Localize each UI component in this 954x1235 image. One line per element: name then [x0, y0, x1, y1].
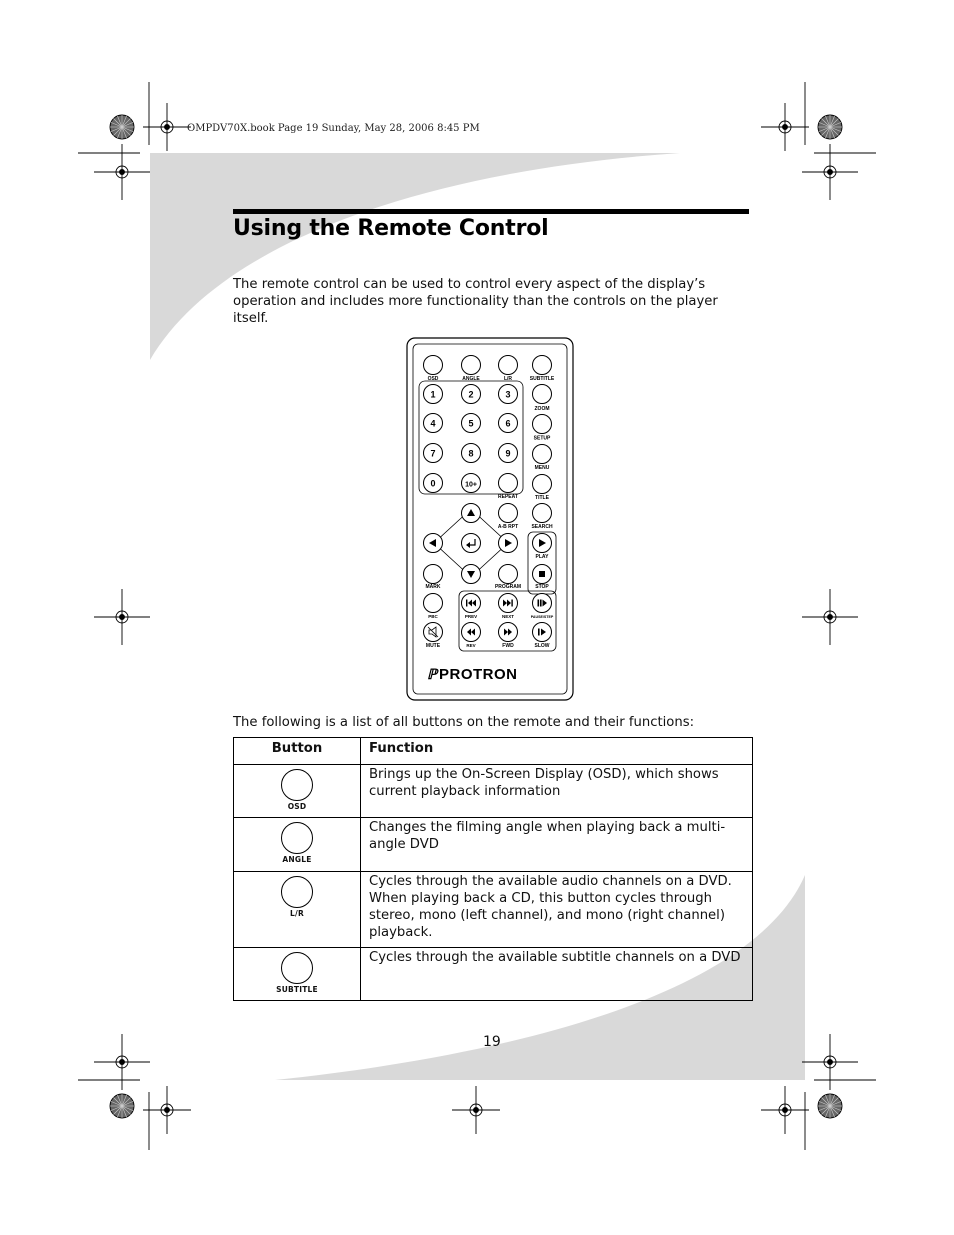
- remote-label: OSD: [427, 376, 439, 382]
- button-cell: [234, 765, 361, 818]
- remote-label: 3: [505, 389, 511, 400]
- remote-label: FWD: [502, 643, 514, 649]
- pause-step-remote-button: [533, 594, 552, 613]
- remote-label: TITLE: [535, 494, 549, 501]
- remote-label: PLAY: [535, 554, 549, 560]
- remote-label: 10+: [465, 481, 477, 489]
- button-cell: [234, 818, 361, 872]
- remote-label: 6: [505, 418, 511, 429]
- header-function: Function: [361, 738, 753, 765]
- intro-paragraph: The remote control can be used to control every aspect of the display’s operation and includes more functionality than the controls on the player itself.: [233, 277, 718, 326]
- remote-label: 8: [468, 448, 474, 459]
- remote-label: 2: [468, 389, 474, 400]
- remote-brand-logo: [427, 666, 518, 683]
- remote-label: SEARCH: [531, 524, 553, 530]
- button-function-table: [233, 737, 753, 1001]
- function-cell: Changes the filming angle when playing back a multi-angle DVD: [361, 818, 753, 872]
- remote-label: MUTE: [425, 643, 441, 649]
- remote-label: PBC: [428, 614, 438, 619]
- remote-label: 0: [430, 478, 436, 489]
- osd-remote-button: [424, 356, 443, 375]
- table-row: [234, 818, 753, 872]
- subtitle-button-icon: [276, 950, 318, 994]
- remote-label: REV: [466, 643, 476, 648]
- button-icon-label: OSD: [287, 802, 307, 811]
- remote-label: SUBTITLE: [529, 376, 555, 382]
- angle-remote-button: [462, 356, 481, 375]
- remote-control-illustration: [406, 337, 574, 701]
- button-icon-label: SUBTITLE: [276, 985, 318, 994]
- page-number: 19: [483, 1034, 501, 1050]
- remote-label: PAUSE/STEP: [530, 615, 554, 619]
- remote-label: STOP: [535, 584, 549, 590]
- remote-label: 7: [430, 448, 436, 459]
- title-rule: [233, 209, 749, 214]
- l/r-remote-button: [499, 356, 518, 375]
- page-title: Using the Remote Control: [233, 216, 549, 241]
- osd-button-icon: [281, 767, 313, 811]
- function-cell: Cycles through the available subtitle channels on a DVD: [361, 948, 753, 1001]
- remote-label: 9: [505, 448, 511, 459]
- remote-label: A-B RPT: [497, 524, 519, 530]
- search-remote-button: [533, 504, 552, 523]
- table-row: [234, 872, 753, 948]
- function-cell: Cycles through the available audio channels on a DVD. When playing back a CD, this button cycles through stereo, mono (left channel), and mono (right channel) playback.: [361, 872, 753, 948]
- remote-label: PROGRAM: [494, 584, 522, 590]
- remote-label: L/R: [503, 376, 513, 382]
- remote-glyph: [539, 571, 545, 577]
- remote-label: SLOW: [534, 643, 550, 649]
- title-remote-button: [533, 475, 552, 494]
- book-header: OMPDV70X.book Page 19 Sunday, May 28, 2006 8:45 PM: [187, 123, 480, 134]
- pbc-remote-button: [424, 594, 443, 613]
- button-list-intro: The following is a list of all buttons on the remote and their functions:: [233, 715, 695, 730]
- table-row: [234, 765, 753, 818]
- remote-label: ZOOM: [534, 406, 550, 412]
- swoosh-top-left: [150, 153, 680, 360]
- enter-button: [462, 534, 481, 553]
- button-icon-label: L/R: [290, 909, 304, 918]
- table-row: [234, 948, 753, 1001]
- button-icon-label: ANGLE: [282, 855, 312, 864]
- header-button: Button: [234, 738, 361, 765]
- remote-label: REPEAT: [498, 494, 518, 500]
- remote-label: PREV: [464, 614, 478, 619]
- remote-label: MENU: [534, 465, 550, 472]
- button-cell: [234, 872, 361, 948]
- table-header-row: [234, 738, 753, 765]
- remote-label: 4: [430, 418, 436, 429]
- program-remote-button: [499, 565, 518, 584]
- remote-label: SETUP: [533, 435, 551, 442]
- setup-remote-button: [533, 415, 552, 434]
- button-cell: [234, 948, 361, 1001]
- remote-label: 1: [430, 389, 436, 400]
- zoom-remote-button: [533, 385, 552, 404]
- remote-label: 5: [468, 418, 474, 429]
- remote-label: ANGLE: [462, 376, 480, 382]
- svg-text:ℙ: ℙ: [427, 666, 437, 682]
- svg-text:PROTRON: PROTRON: [439, 666, 518, 683]
- function-cell: Brings up the On-Screen Display (OSD), which shows current playback information: [361, 765, 753, 818]
- remote-label: NEXT: [501, 614, 515, 619]
- menu-remote-button: [533, 445, 552, 464]
- ab-repeat-remote-button: [499, 504, 518, 523]
- lr-button-icon: [281, 874, 313, 918]
- angle-button-icon: [281, 820, 313, 864]
- repeat-remote-button: [499, 474, 518, 493]
- remote-label: MARK: [425, 584, 441, 590]
- mark-remote-button: [424, 565, 443, 584]
- subtitle-remote-button: [533, 356, 552, 375]
